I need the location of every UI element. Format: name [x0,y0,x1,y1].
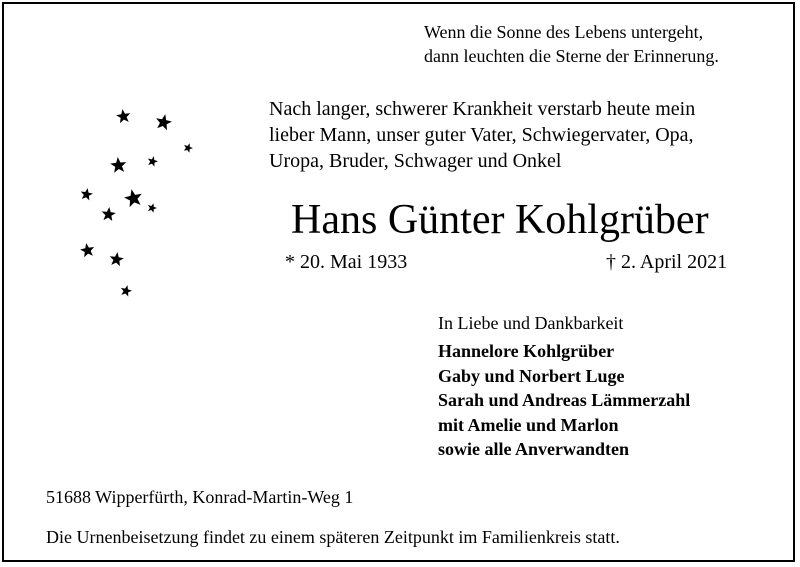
quote-line: Wenn die Sonne des Lebens untergeht, [424,22,704,42]
intro-line: lieber Mann, unser guter Vater, Schwiegervater, Opa, [269,124,694,146]
star-icon [80,188,93,201]
deceased-name: Hans Günter Kohlgrüber [291,197,709,243]
star-icon [120,285,132,297]
star-icon [101,207,116,222]
intro-line: Uropa, Bruder, Schwager und Onkel [269,150,562,172]
star-icon [80,243,95,258]
star-icon [147,203,157,213]
family-intro: In Liebe und Dankbarkeit [438,313,624,333]
star-icon [109,252,124,267]
death-date: † 2. April 2021 [606,251,728,273]
mourner-name: Gaby und Norbert Luge [438,365,625,386]
intro-line: Nach langer, schwerer Krankheit verstarb heute mein [269,98,696,120]
star-icon [155,114,172,131]
death-announcement-text [269,96,695,174]
birth-date: * 20. Mai 1933 [285,251,408,273]
address: 51688 Wipperfürth, Konrad-Martin-Weg 1 [46,487,354,507]
star-icon [110,157,127,174]
mourner-name: mit Amelie und Marlon [438,414,619,435]
burial-note: Die Urnenbeisetzung findet zu einem späteren Zeitpunkt im Familienkreis statt. [46,527,620,547]
mourner-name: sowie alle Anverwandten [438,439,629,459]
star-icon [124,189,143,208]
mourner-name: Hannelore Kohlgrüber [438,341,615,361]
quote-line: dann leuchten die Sterne der Erinnerung. [424,46,719,66]
mourners-list [438,339,690,462]
star-icon [183,143,193,153]
mourner-name: Sarah und Andreas Lämmerzahl [438,390,691,410]
star-icon [116,109,131,124]
obituary-frame [2,2,795,562]
star-icon [147,156,158,167]
memorial-quote [424,20,719,68]
